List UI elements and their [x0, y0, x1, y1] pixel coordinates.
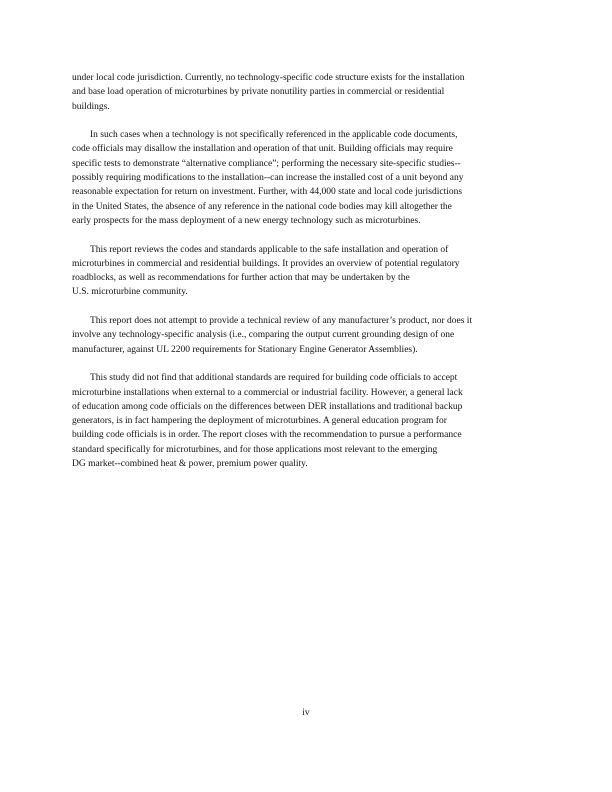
- body-text: [72, 71, 544, 486]
- text-line: reasonable expectation for return on investment. Further, with 44,000 state and local code jurisdictions: [72, 187, 463, 198]
- paragraph-scope: [72, 314, 544, 357]
- text-line: In such cases when a technology is not specifically referenced in the applicable code documents,: [90, 130, 458, 141]
- text-line: DG market--combined heat & power, premium power quality.: [72, 459, 308, 470]
- text-line: U.S. microturbine community.: [72, 287, 188, 298]
- text-line: in the United States, the absence of any reference in the national code bodies may kill altogether the: [72, 201, 452, 212]
- text-line: standard specifically for microturbines, and for those applications most relevant to the emerging: [72, 444, 438, 455]
- text-line: microturbines in commercial and residential buildings. It provides an overview of potential regulatory: [72, 258, 460, 269]
- text-line: roadblocks, as well as recommendations for further action that may be undertaken by the: [72, 273, 410, 284]
- paragraph-code-officials: [72, 128, 544, 228]
- page-number: iv: [302, 708, 310, 718]
- text-line: microturbine installations when external to a commercial or industrial facility. However, a general lack: [72, 387, 463, 398]
- text-line: involve any technology-specific analysis (i.e., comparing the output current grounding design of one: [72, 330, 455, 341]
- text-line: This report does not attempt to provide a technical review of any manufacturer’s product, nor does it: [90, 316, 473, 327]
- text-line: manufacturer, against UL 2200 requirements for Stationary Engine Generator Assemblies).: [72, 344, 418, 355]
- text-line: of education among code officials on the differences between DER installations and traditional backup: [72, 401, 463, 412]
- text-line: and base load operation of microturbines by private nonutility parties in commercial or residential: [72, 87, 445, 98]
- paragraph-findings: [72, 371, 544, 471]
- text-line: This study did not find that additional standards are required for building code officials to accept: [90, 373, 458, 384]
- text-line: early prospects for the mass deployment of a new energy technology such as microturbines.: [72, 215, 421, 226]
- text-line: under local code jurisdiction. Currently, no technology-specific code structure exists for the installation: [72, 73, 465, 83]
- text-line: building code officials is in order. The report closes with the recommendation to pursue a performance: [72, 430, 462, 441]
- text-line: specific tests to demonstrate “alternative compliance”; performing the necessary site-specific studies--: [72, 158, 461, 169]
- text-line: generators, is in fact hampering the deployment of microturbines. A general education program for: [72, 416, 447, 427]
- paragraph-continuation: [72, 71, 544, 114]
- text-line: code officials may disallow the installation and operation of that unit. Building officials may require: [72, 144, 453, 155]
- text-line: possibly requiring modifications to the installation--can increase the installed cost of a unit beyond any: [72, 173, 464, 184]
- text-line: buildings.: [72, 101, 110, 112]
- text-line: This report reviews the codes and standards applicable to the safe installation and operation of: [90, 244, 449, 255]
- paragraph-report-reviews: [72, 243, 544, 300]
